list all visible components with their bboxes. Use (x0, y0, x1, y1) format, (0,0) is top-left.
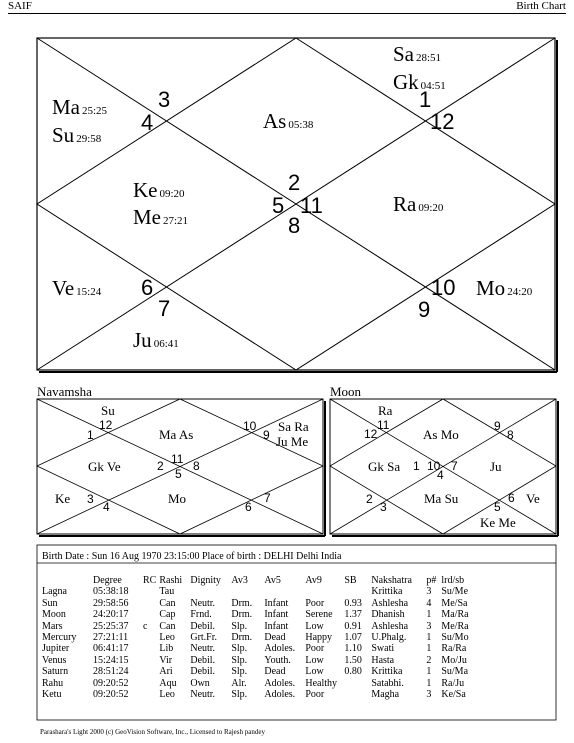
table-cell (344, 678, 371, 689)
table-cell: Happy (305, 632, 333, 644)
table-cell: Poor (305, 643, 325, 655)
moon-number: 6 (508, 491, 515, 505)
table-cell: Aqu (159, 677, 177, 689)
table-cell: 1 (426, 632, 432, 644)
table-cell: Grt.Fr. (190, 632, 218, 644)
table-cell: Krittika (371, 586, 403, 598)
navamsha-number: 1 (87, 428, 94, 442)
table-header-cell: Av5 (264, 575, 281, 586)
table-cell: Me/Ra (441, 620, 469, 632)
table-cell: Swati (371, 643, 395, 655)
table-cell: U.Phalg. (371, 632, 407, 644)
table-cell: Slp. (231, 689, 248, 701)
house-number: 11 (300, 193, 323, 218)
table-cell: 24:20:17 (93, 609, 129, 621)
navamsha-number: 8 (193, 459, 200, 473)
table-header-cell: Av9 (305, 575, 322, 586)
table-cell: 06:41:17 (93, 643, 129, 655)
table-cell: 0.93 (344, 597, 362, 609)
table-header-cell: Rashi (159, 575, 183, 586)
table-header-cell: Dignity (190, 575, 221, 586)
page-title: Birth Chart (516, 0, 566, 12)
table-cell: Alr. (231, 677, 247, 689)
table-row (42, 666, 484, 677)
table-cell: 1.37 (344, 609, 362, 621)
table-cell: 28:51:24 (93, 666, 129, 678)
table-cell: 1 (426, 677, 432, 689)
table-cell: Ketu (42, 689, 62, 701)
moon-number: 8 (507, 428, 514, 442)
table-cell: Adoles. (264, 643, 296, 655)
table-cell: Lagna (42, 586, 67, 598)
table-cell: 0.91 (344, 620, 362, 632)
table-cell: Leo (159, 689, 175, 701)
navamsha-number: 4 (103, 500, 110, 514)
birth-details: Birth Date : Sun 16 Aug 1970 23:15:00 Place of birth : DELHI Delhi India (42, 551, 342, 562)
table-cell: Frnd. (190, 609, 212, 621)
table-cell: Infant (264, 620, 289, 632)
planet-saturn: Sa 28:51 (393, 42, 442, 66)
house-number: 2 (288, 170, 301, 195)
planet-gulika: Gk 04:51 (393, 70, 446, 94)
moon-number: 4 (437, 468, 444, 482)
table-cell: Low (305, 654, 324, 666)
table-row (42, 621, 484, 632)
table-cell: Dhanish (371, 609, 405, 621)
table-cell: Poor (305, 689, 325, 701)
table-cell: 1 (426, 609, 432, 621)
table-cell (143, 632, 159, 643)
navamsha-number: 2 (157, 459, 164, 473)
table-cell: Healthy (305, 677, 337, 689)
table-row (42, 632, 484, 643)
planet-mars: Ma 25:25 (52, 95, 108, 119)
house-number: 1 (419, 87, 432, 112)
table-cell: 1 (426, 666, 432, 678)
table-cell (231, 586, 264, 597)
table-cell: Neutr. (190, 643, 216, 655)
table-cell: Me/Sa (441, 597, 468, 609)
table-cell: Hasta (371, 654, 395, 666)
table-cell: Ashlesha (371, 620, 409, 632)
table-cell (344, 586, 371, 597)
house-number: 5 (272, 193, 285, 218)
table-cell (143, 689, 159, 700)
navamsha-title: Navamsha (37, 384, 92, 399)
table-cell: Venus (42, 654, 67, 666)
navamsha-planets: Sa Ra (278, 419, 309, 434)
moon-number: 12 (364, 427, 378, 441)
table-cell: 1.50 (344, 654, 362, 666)
table-cell: Dead (264, 632, 286, 644)
table-cell: 3 (426, 689, 432, 701)
table-row (42, 689, 484, 700)
table-cell: 4 (426, 597, 432, 609)
table-cell: 05:38:18 (93, 586, 129, 598)
moon-planets: Ve (526, 491, 540, 506)
table-cell: Leo (159, 632, 175, 644)
navamsha-planets: Ma As (159, 427, 194, 442)
moon-number: 1 (413, 459, 420, 473)
house-number: 4 (141, 110, 154, 135)
table-cell: 2 (426, 654, 432, 666)
table-cell: Lib (159, 643, 174, 655)
table-header-cell: RC (143, 575, 157, 586)
table-cell: Saturn (42, 666, 69, 678)
table-cell: Adoles. (264, 689, 296, 701)
table-row (42, 678, 484, 689)
navamsha-number: 10 (243, 419, 257, 433)
moon-chart-title: Moon (330, 384, 362, 399)
table-cell: Sun (42, 597, 58, 609)
table-cell: Slp. (231, 666, 248, 678)
table-cell: c (143, 620, 148, 632)
table-cell: Su/Me (441, 586, 469, 598)
table-cell: Debil. (190, 654, 216, 666)
moon-planets: Ra (378, 403, 393, 418)
planet-mercury: Me 27:21 (133, 205, 189, 229)
navamsha-number: 12 (99, 418, 113, 432)
table-cell: 0.80 (344, 666, 362, 678)
table-header-cell: p# (426, 575, 437, 586)
table-cell: Jupiter (42, 643, 70, 655)
moon-planets: Ke Me (480, 515, 516, 530)
table-cell: Krittika (371, 666, 403, 678)
table-cell: Magha (371, 689, 400, 701)
moon-number: 9 (494, 419, 501, 433)
table-cell: Mars (42, 620, 63, 632)
table-cell: Drm. (231, 597, 253, 609)
table-cell: 29:58:56 (93, 597, 129, 609)
table-cell: 3 (426, 586, 432, 598)
table-cell: Slp. (231, 643, 248, 655)
table-cell: Ra/Ju (441, 677, 465, 689)
table-row (42, 643, 484, 654)
table-cell: Debil. (190, 666, 216, 678)
table-row (42, 598, 484, 609)
planet-sun: Su 29:58 (52, 123, 102, 147)
table-cell: Neutr. (190, 689, 216, 701)
table-cell: Tau (159, 586, 175, 598)
table-cell: Su/Mo (441, 632, 469, 644)
table-cell (143, 643, 159, 654)
navamsha-planets: Gk Ve (88, 459, 121, 474)
house-number: 8 (288, 213, 301, 238)
table-cell: Slp. (231, 620, 248, 632)
table-cell: Own (190, 677, 210, 689)
moon-number: 7 (451, 459, 458, 473)
planet-venus: Ve 15:24 (52, 276, 102, 300)
moon-number: 5 (494, 500, 501, 514)
table-cell: 1 (426, 643, 432, 655)
table-cell: Mercury (42, 632, 77, 644)
planet-table (42, 575, 484, 700)
table-cell: 1.07 (344, 632, 362, 644)
table-cell: Mo/Ju (441, 654, 467, 666)
chart-owner-name: SAIF (8, 0, 32, 12)
planet-moon: Mo 24:20 (476, 276, 533, 300)
table-cell: Ari (159, 666, 173, 678)
table-cell (143, 586, 159, 597)
table-cell: Can (159, 597, 176, 609)
table-cell (190, 586, 231, 597)
table-cell: Moon (42, 609, 66, 621)
table-cell: Ke/Sa (441, 689, 466, 701)
table-cell: Slp. (231, 654, 248, 666)
table-row (42, 655, 484, 666)
table-cell: Dead (264, 666, 286, 678)
table-cell: Serene (305, 609, 333, 621)
table-cell: Poor (305, 597, 325, 609)
table-cell: Ma/Ra (441, 609, 469, 621)
navamsha-number: 3 (87, 492, 94, 506)
table-cell (264, 586, 305, 597)
table-cell: 09:20:52 (93, 677, 129, 689)
table-cell: Cap (159, 609, 176, 621)
navamsha-number: 9 (263, 428, 270, 442)
table-cell: Low (305, 620, 324, 632)
table-cell: Satabhi. (371, 677, 404, 689)
moon-number: 2 (366, 492, 373, 506)
house-number: 6 (141, 275, 154, 300)
table-cell (143, 666, 159, 677)
navamsha-number: 5 (175, 467, 182, 481)
moon-planets: Gk Sa (368, 459, 401, 474)
table-header-cell: lrd/sb (441, 575, 465, 586)
table-cell (344, 689, 371, 700)
table-cell: Youth. (264, 654, 291, 666)
navamsha-planets: Ke (55, 491, 71, 506)
table-header-cell: Degree (93, 575, 122, 586)
navamsha-number: 11 (171, 452, 184, 466)
moon-planets: As Mo (423, 427, 459, 442)
moon-number: 3 (380, 500, 387, 514)
table-cell: Drm. (231, 632, 253, 644)
house-number: 10 (431, 275, 456, 300)
moon-planets: Ma Su (424, 491, 459, 506)
table-cell: Rahu (42, 677, 64, 689)
planet-jupiter: Ju 06:41 (133, 328, 179, 352)
table-cell (143, 678, 159, 689)
table-cell: 25:25:37 (93, 620, 129, 632)
navamsha-number: 7 (264, 491, 271, 505)
table-cell: Vir (159, 654, 173, 666)
house-number: 12 (430, 109, 455, 134)
table-header-cell: Nakshatra (371, 575, 412, 586)
planet-rahu: Ra 09:20 (393, 192, 444, 216)
table-cell: Can (159, 620, 176, 632)
table-cell: Drm. (231, 609, 253, 621)
table-cell: Neutr. (190, 597, 216, 609)
table-header-cell: Av3 (231, 575, 248, 586)
table-row (42, 609, 484, 620)
table-cell (143, 609, 159, 620)
table-cell: Low (305, 666, 324, 678)
house-number: 3 (158, 87, 171, 112)
house-number: 7 (158, 296, 171, 321)
table-cell: Infant (264, 609, 289, 621)
navamsha-planets: Mo (168, 491, 187, 506)
table-cell: Debil. (190, 620, 216, 632)
table-cell: 15:24:15 (93, 654, 129, 666)
table-cell (143, 598, 159, 609)
moon-planets: Ju (490, 459, 502, 474)
table-cell (143, 655, 159, 666)
planet-ascendant: As 05:38 (263, 109, 314, 133)
table-cell (305, 586, 344, 597)
table-cell: Adoles. (264, 677, 296, 689)
table-cell: Su/Ma (441, 666, 469, 678)
navamsha-planets: Ju Me (276, 434, 309, 449)
table-cell: Infant (264, 597, 289, 609)
table-header-cell: SB (344, 575, 357, 586)
footer-credit: Parashara's Light 2000 (c) GeoVision Software, Inc., Licensed to Rajesh pandey (40, 728, 265, 736)
table-header-cell (42, 575, 93, 586)
table-header-row (42, 575, 484, 586)
table-cell: 27:21:11 (93, 632, 129, 644)
moon-number: 11 (377, 418, 390, 432)
navamsha-planets: Su (101, 403, 115, 418)
table-cell: 3 (426, 620, 432, 632)
house-number: 9 (418, 297, 431, 322)
table-row (42, 586, 484, 597)
table-cell: Ashlesha (371, 597, 409, 609)
table-cell: 09:20:52 (93, 689, 129, 701)
table-cell: 1.10 (344, 643, 362, 655)
moon-number: 10 (427, 459, 441, 473)
planet-ketu: Ke 09:20 (133, 178, 185, 202)
table-cell: Ra/Ra (441, 643, 467, 655)
navamsha-number: 6 (245, 500, 252, 514)
